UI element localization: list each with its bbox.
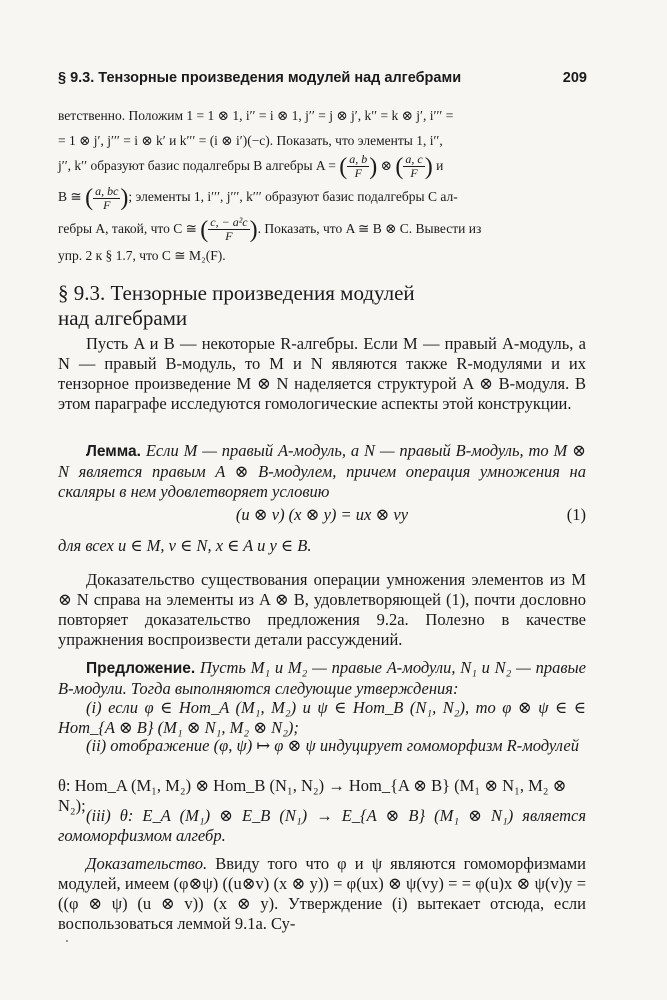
exercise-line: ветственно. Положим 1 = 1 ⊗ 1, i′′ = i ⊗ 1, j′′ = j ⊗ j′, k′′ = k ⊗ j′, i′′′ = — [58, 108, 454, 123]
exercise-line: = 1 ⊗ j′, j′′′ = i ⊗ k′ и k′′′ = (i ⊗ i′)(−c). Показать, что элементы 1, i′′, — [58, 133, 443, 148]
proposition-item-1: (i) если φ ∈ Hom_A (M₁, M₂) и ψ ∈ Hom_B (N₁, N₂), то φ ⊗ ψ ∈ ∈ Hom_{A ⊗ B} (M₁ ⊗ N₁, M₂ ⊗ N₂); — [58, 698, 586, 737]
proposition-statement: Пусть M₁ и M₂ — правые A-модули, N₁ и N₂ — правые B-модули. Тогда выполняются следующие утверждения: — [58, 658, 586, 698]
fraction-ac: $\frac{a, c}{F}$ — [405, 152, 423, 181]
lemma-formula: (u ⊗ v) (x ⊗ y) = ux ⊗ vy (1) — [235, 505, 586, 524]
lemma-label: Лемма. — [86, 443, 141, 460]
fraction-c: $\frac{\text{c, − a²c}}{F}$ — [210, 215, 248, 244]
lemma-condition: для всех u ∈ M, v ∈ N, x ∈ A и y ∈ B. — [58, 536, 312, 555]
exercise-line-with-fraction: гебры A, такой, что C ≅ ( $\frac{\text{c, − a²c}}{F}$ ). Показать, что A ≅ B ⊗ C. Вывести из — [58, 215, 482, 244]
page-number: 209 — [562, 70, 587, 86]
lemma — [58, 441, 586, 502]
section-title: § 9.3. Тензорные произведения модулей над алгебрами — [58, 281, 415, 330]
proposition — [58, 658, 586, 699]
exercise-line: упр. 2 к § 1.7, что C ≅ M₂(F). — [58, 248, 226, 264]
running-head — [58, 70, 587, 86]
lemma-proof: Доказательство существования операции умножения элементов из M ⊗ N справа на элементы из A ⊗ B, удовлетворяющей (1), почти дословно повторяет доказательство предложения 9.2a. Полезно в качестве упражнения воспроизвести детали рассуждений. — [58, 570, 586, 649]
proof-label: Доказательство. — [86, 854, 208, 873]
formula-number: (1) — [566, 505, 586, 524]
proposition-label: Предложение. — [86, 660, 196, 677]
intro-paragraph: Пусть A и B — некоторые R-алгебры. Если M — правый A-модуль, а N — правый B-модуль, то M и N являются также R-модулями и их тензорное произведение M ⊗ N наделяется структурой A ⊗ B-модуля. В этом параграфе исследуются гомологические аспекты этой конструкции. — [58, 334, 586, 413]
proposition-item-2: (ii) отображение (φ, ψ) ↦ φ ⊗ ψ индуцирует гомоморфизм R-модулей — [86, 736, 579, 755]
print-speck — [66, 940, 68, 942]
fraction-ab: $\frac{a, b}{F}$ — [349, 152, 368, 181]
theta-formula: θ: Hom_A (M₁, M₂) ⊗ Hom_B (N₁, N₂) → Hom_{A ⊗ B} (M₁ ⊗ N₁, M₂ ⊗ N₂); — [58, 776, 567, 815]
exercise-line-with-fraction: B ≅ ( $\frac{a, bc}{F}$ ); элементы 1, i′′′, j′′′, k′′′ образуют базис подалгебры C ал- — [58, 183, 458, 212]
exercise-continuation — [58, 103, 586, 268]
proposition-item-3: (iii) θ: E_A (M₁) ⊗ E_B (N₁) → E_{A ⊗ B} (M₁ ⊗ N₁) является гомоморфизмом алгебр. — [58, 806, 586, 845]
proof-text: Ввиду того что φ и ψ являются гомоморфизмами модулей, имеем (φ⊗ψ) ((u⊗v) (x ⊗ y)) = φ(ux) ⊗ ψ(vy) = = φ(u)x ⊗ ψ(v)y = ((φ ⊗ ψ) (u ⊗ v)) (x ⊗ y). Утверждение (i) вытекает отсюда, если воспользоваться леммой 9.1a. Су- — [58, 854, 587, 933]
exercise-line-with-fractions: j′′, k′′ образуют базис подалгебры B алгебры A = ( $\frac{a, b}{F}$ ) ⊗ ( $\frac{a, c}{F}$ ) и — [58, 152, 444, 181]
lemma-statement: Если M — правый A-модуль, а N — правый B-модуль, то M ⊗ N является правым A ⊗ B-модулем, причем операция умножения на скаляры в нем удовлетворяет условию — [58, 441, 587, 501]
running-head-title: § 9.3. Тензорные произведения модулей над алгебрами — [58, 70, 462, 86]
fraction-abc: $\frac{a, bc}{F}$ — [95, 183, 119, 212]
proof — [58, 854, 586, 934]
